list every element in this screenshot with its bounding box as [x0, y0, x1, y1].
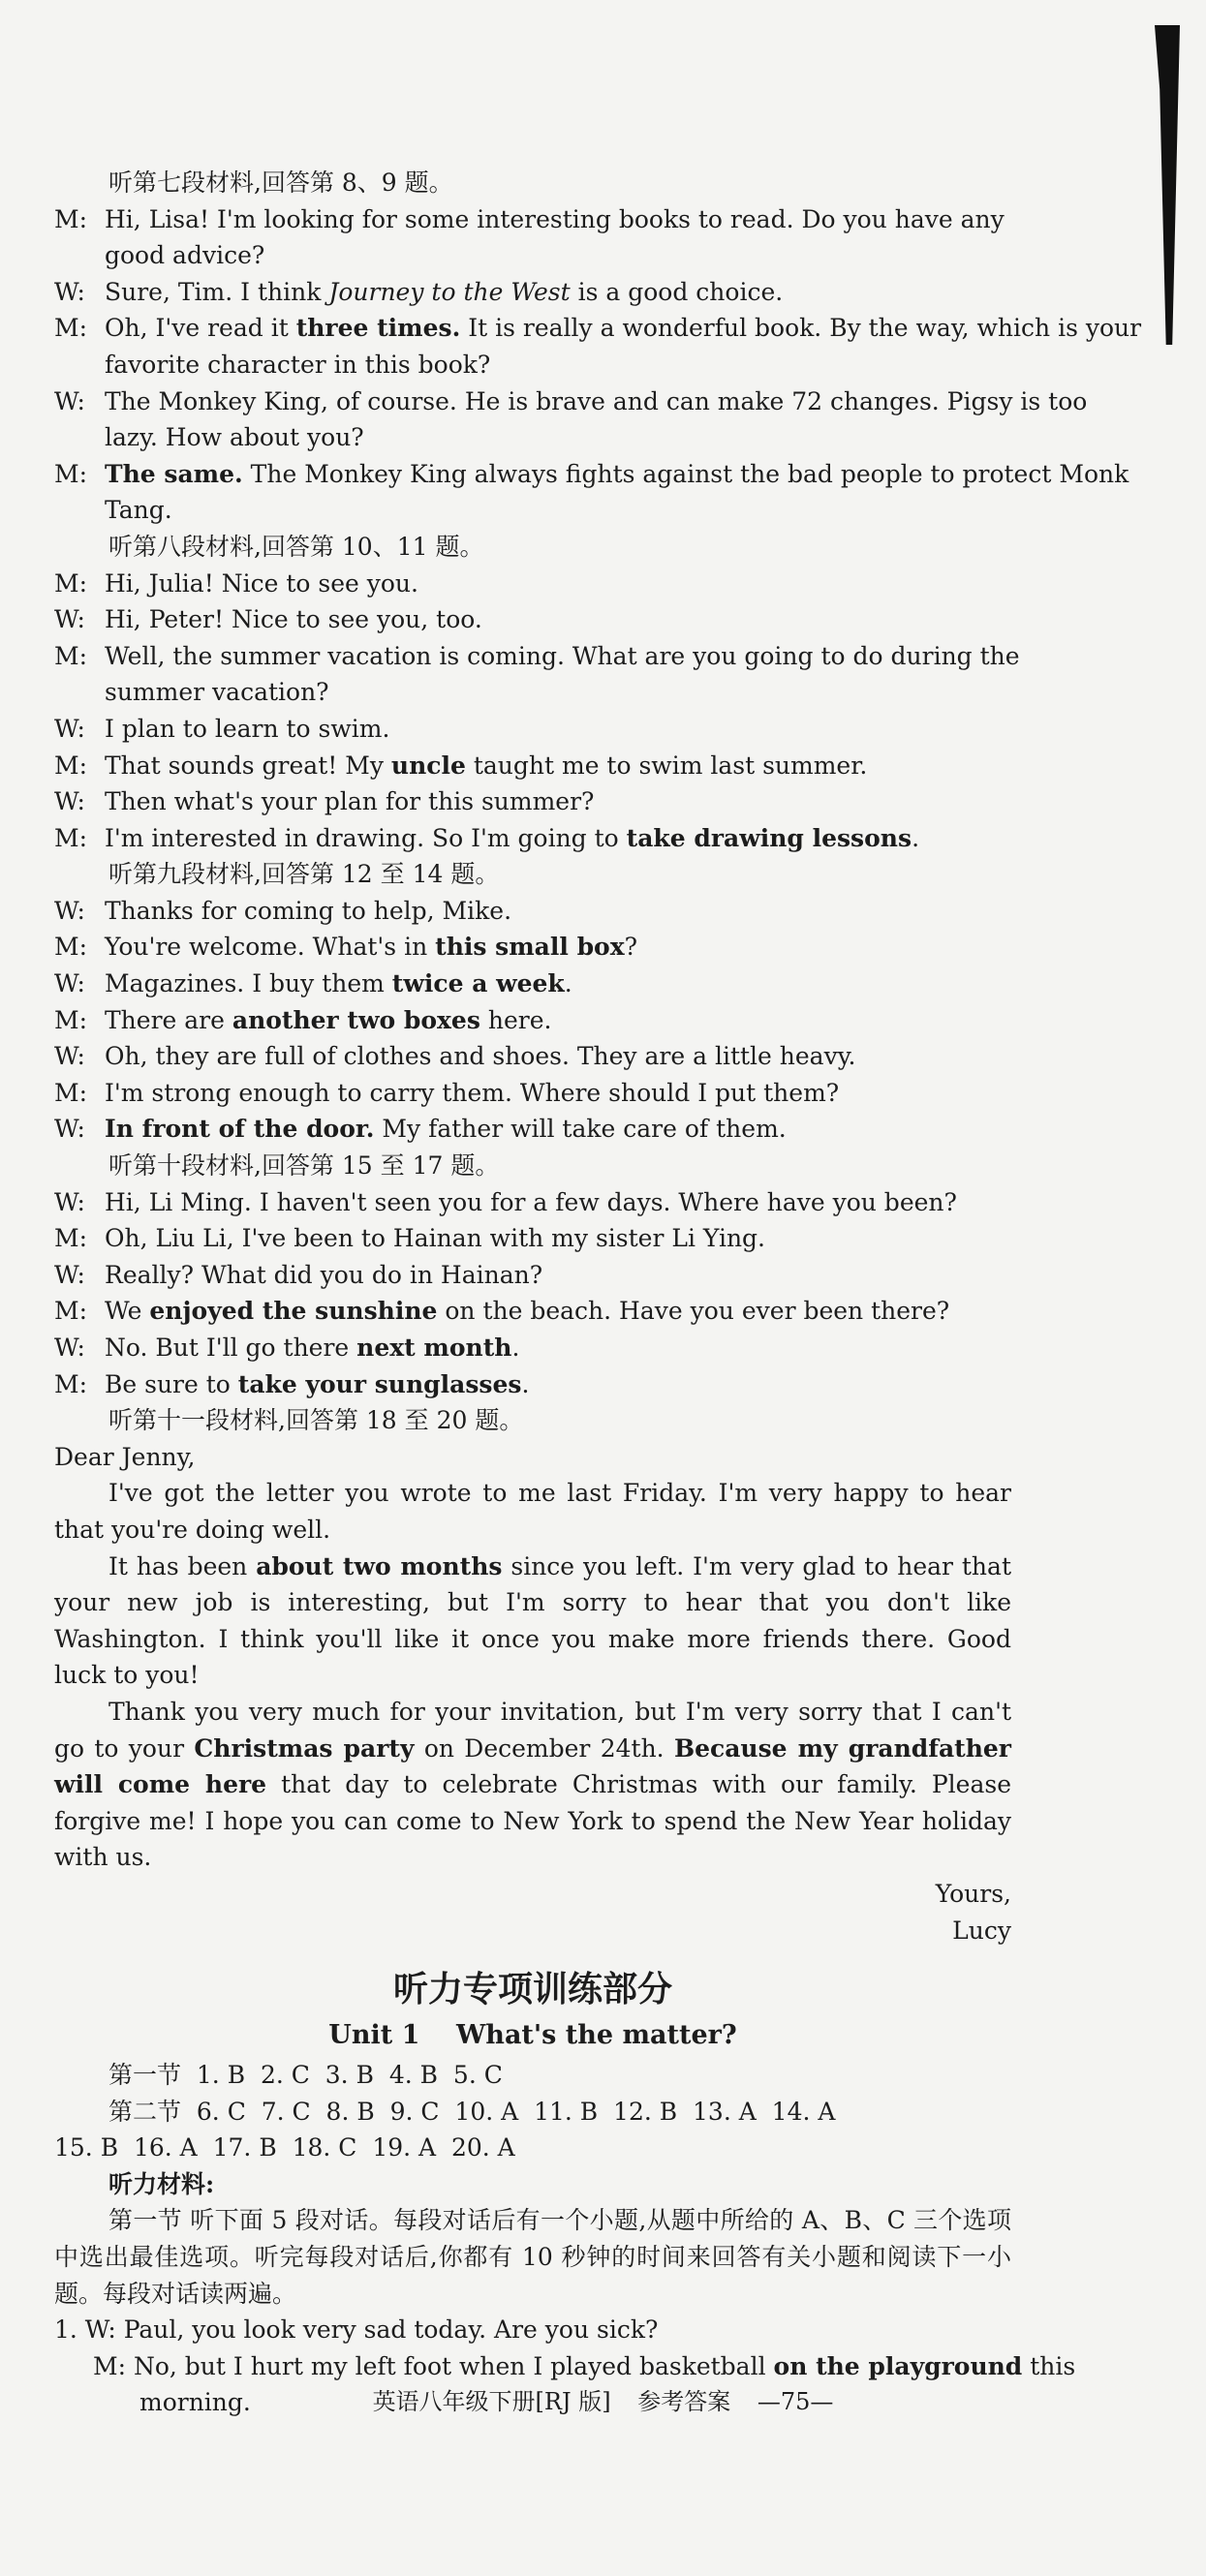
dialogue-line: [54, 1075, 1011, 1112]
section-header: 听第七段材料,回答第 8、9 题。: [108, 169, 453, 197]
dialogue-line: [54, 966, 1011, 1002]
key-phrase: this small box: [435, 933, 625, 962]
line-text: on the beach. Have you ever been there?: [437, 1297, 950, 1326]
speaker: M:: [54, 1369, 88, 1398]
line-text: Tang.: [105, 496, 172, 525]
line-text: Thank you very much for your invitation, but I'm very sorry that I can't go to your: [54, 1697, 1011, 1763]
speaker: W:: [54, 277, 85, 306]
line-text: .: [521, 1369, 530, 1398]
letter-signature: Lucy: [952, 1916, 1011, 1945]
line-text: Be sure to: [105, 1369, 238, 1398]
key-phrase: uncle: [390, 751, 466, 780]
speaker: W:: [54, 969, 85, 998]
speaker: W:: [54, 605, 85, 634]
line-text: since you left. I'm very glad to hear that your new job is interesting, but I'm sorry to hear that you don't like Washington. I think you'll like it once you make more friends there. Good luck to you!: [54, 1551, 1011, 1690]
line-text: Well, the summer vacation is coming. What are you going to do during the: [105, 641, 1020, 670]
section-header: 听第十一段材料,回答第 18 至 20 题。: [108, 1406, 524, 1435]
key-phrase: three times.: [295, 314, 461, 343]
line-text: is a good choice.: [570, 277, 784, 306]
line-text: Sure, Tim. I think: [105, 277, 329, 306]
dialogue-line: [54, 237, 1011, 274]
dialogue-line: [54, 1184, 1011, 1221]
dialogue-line: [54, 893, 1011, 930]
speaker: W:: [54, 714, 85, 743]
line-text: this: [1022, 2351, 1076, 2380]
speaker: W:: [54, 1042, 85, 1071]
line-text: .: [564, 969, 572, 998]
dialogue-line: [54, 274, 1011, 311]
speaker: M:: [54, 314, 88, 343]
line-text: Hi, Peter! Nice to see you, too.: [105, 605, 482, 634]
dialogue-line: morning.: [139, 2388, 251, 2417]
section-title: 听力专项训练部分: [392, 1970, 672, 2010]
section-header: 听第九段材料,回答第 12 至 14 题。: [108, 860, 500, 889]
dialogue-line: [54, 1257, 1011, 1294]
speaker: M:: [54, 823, 88, 852]
line-text: We: [105, 1297, 150, 1326]
line-text: I'm strong enough to carry them. Where should I put them?: [105, 1078, 840, 1107]
speaker: W:: [54, 1187, 85, 1216]
dialogue-line: [54, 1330, 1011, 1366]
page-content: [54, 165, 1142, 2421]
dialogue-line: [54, 419, 1011, 456]
line-text: lazy. How about you?: [105, 423, 364, 452]
answer-line: 15. B 16. A 17. B 18. C 19. A 20. A: [54, 2133, 515, 2162]
instruction-paragraph: 第一节 听下面 5 段对话。每段对话后有一个小题,从题中所给的 A、B、C 三个选项中选出最佳选项。听完每段对话后,你都有 10 秒钟的时间来回答有关小题和阅读下一小题。每段对话读两遍。: [54, 2206, 1011, 2308]
line-text: You're welcome. What's in: [105, 933, 436, 962]
line-text: that day to celebrate Christmas with our family. Please forgive me! I hope you can come to New York to spend the New Year holiday with us.: [54, 1770, 1011, 1872]
speaker: W:: [54, 787, 85, 816]
speaker: M:: [54, 751, 88, 780]
line-text: There are: [105, 1005, 232, 1034]
line-text: My father will take care of them.: [374, 1115, 787, 1144]
key-phrase: enjoyed the sunshine: [149, 1297, 438, 1326]
line-text: The Monkey King always fights against the bad people to protect Monk: [242, 459, 1129, 488]
speaker: M:: [54, 1005, 88, 1034]
page-footer: [0, 2382, 1206, 2416]
line-text: .: [912, 823, 920, 852]
dialogue-line: [54, 929, 1011, 966]
dialogue-line: 1. W: Paul, you look very sad today. Are you sick?: [54, 2315, 659, 2345]
dialogue-line: [54, 1293, 1011, 1330]
dialogue-line: [54, 456, 1129, 493]
dialogue-line: [54, 310, 1142, 347]
dialogue-line: [54, 783, 1011, 820]
dialogue-line: [54, 1002, 1011, 1039]
key-phrase: take your sunglasses: [237, 1369, 522, 1398]
line-text: No. But I'll go there: [105, 1334, 357, 1362]
letter-closing: Yours,: [935, 1879, 1011, 1908]
line-text: Hi, Lisa! I'm looking for some interesting books to read. Do you have any: [105, 204, 1005, 233]
answer-line: 第二节 6. C 7. C 8. B 9. C 10. A 11. B 12. B 13. A 14. A: [108, 2097, 836, 2126]
line-text: Hi, Julia! Nice to see you.: [105, 568, 418, 598]
dialogue-line: [54, 1220, 1011, 1257]
speaker: M:: [54, 1297, 88, 1326]
dialogue-line: [54, 601, 1011, 638]
dialogue-line: [54, 674, 1011, 711]
speaker: W:: [54, 896, 85, 925]
speaker: M:: [54, 1224, 88, 1253]
dialogue-line: [54, 383, 1088, 420]
key-phrase: Because my grandfather will come here: [54, 1733, 1011, 1799]
speaker: W:: [54, 386, 85, 415]
answer-line: 第一节 1. B 2. C 3. B 4. B 5. C: [108, 2061, 503, 2090]
speaker: M:: [54, 204, 88, 233]
page-number: —75—: [757, 2388, 834, 2415]
line-text: here.: [479, 1005, 552, 1034]
dialogue-line: [54, 1111, 1011, 1148]
letter-greeting: Dear Jenny,: [54, 1442, 196, 1471]
key-phrase: another two boxes: [232, 1005, 480, 1034]
section-header: 听第十段材料,回答第 15 至 17 题。: [108, 1151, 500, 1181]
materials-label: [54, 2166, 1011, 2203]
book-title: Journey to the West: [328, 277, 571, 306]
line-text: Oh, Liu Li, I've been to Hainan with my sister Li Ying.: [105, 1224, 765, 1253]
line-text: I plan to learn to swim.: [105, 714, 390, 743]
line-text: summer vacation?: [105, 678, 329, 707]
dialogue-line: [54, 1038, 1011, 1075]
dialogue-line: [54, 201, 1011, 238]
dialogue-line: [54, 2348, 1076, 2385]
speaker: M:: [54, 933, 88, 962]
materials-label-text: 听力材料:: [108, 2169, 215, 2198]
key-phrase: about two months: [256, 1551, 503, 1580]
dialogue-line: [54, 566, 1011, 602]
line-text: That sounds great! My: [105, 751, 391, 780]
key-phrase: next month: [356, 1334, 512, 1362]
line-text: Oh, they are full of clothes and shoes. They are a little heavy.: [105, 1042, 856, 1071]
speaker: W:: [54, 1260, 85, 1289]
line-text: I'm interested in drawing. So I'm going to: [105, 823, 627, 852]
key-phrase: twice a week: [391, 969, 565, 998]
key-phrase: The same.: [105, 459, 243, 488]
speaker: M:: [54, 641, 88, 670]
line-text: Hi, Li Ming. I haven't seen you for a few days. Where have you been?: [105, 1187, 957, 1216]
speaker: M:: [54, 459, 88, 488]
line-text: Thanks for coming to help, Mike.: [105, 896, 512, 925]
dialogue-line: [54, 1366, 1011, 1403]
line-text: It has been: [108, 1551, 257, 1580]
key-phrase: Christmas party: [194, 1733, 415, 1763]
speaker: M:: [54, 1078, 88, 1107]
line-text: The Monkey King, of course. He is brave and can make 72 changes. Pigsy is too: [105, 386, 1088, 415]
unit-title: Unit 1 What's the matter?: [328, 2020, 737, 2051]
line-text: ?: [624, 933, 638, 962]
dialogue-line: [54, 638, 1020, 675]
dialogue-line: [54, 820, 1011, 857]
speaker: W:: [54, 1115, 85, 1144]
letter-paragraph: I've got the letter you wrote to me last Friday. I'm very happy to hear that you're doing well.: [54, 1479, 1011, 1544]
key-phrase: take drawing lessons: [626, 823, 912, 852]
footer-section: 参考答案: [637, 2388, 731, 2415]
line-text: M: No, but I hurt my left foot when I played basketball: [93, 2351, 774, 2380]
line-text: It is really a wonderful book. By the way, which is your: [460, 314, 1142, 343]
dialogue-line: [54, 748, 1011, 784]
dialogue-line: [54, 347, 1011, 383]
footer-book: 英语八年级下册[RJ 版]: [372, 2388, 611, 2415]
speaker: W:: [54, 1334, 85, 1362]
letter-paragraph: [54, 1549, 1011, 1694]
line-text: Really? What did you do in Hainan?: [105, 1260, 543, 1289]
key-phrase: on the playground: [773, 2351, 1023, 2380]
letter-paragraph: [54, 1694, 1011, 1876]
line-text: taught me to swim last summer.: [465, 751, 868, 780]
dialogue-line: [54, 711, 1011, 748]
line-text: .: [511, 1334, 520, 1362]
line-text: on December 24th.: [414, 1733, 674, 1763]
line-text: favorite character in this book?: [105, 350, 491, 379]
key-phrase: In front of the door.: [105, 1115, 375, 1144]
line-text: Magazines. I buy them: [105, 969, 392, 998]
page-edge-shadow: [1155, 25, 1180, 345]
line-text: Oh, I've read it: [105, 314, 296, 343]
speaker: M:: [54, 568, 88, 598]
line-text: good advice?: [105, 241, 265, 270]
line-text: Then what's your plan for this summer?: [105, 787, 595, 816]
section-header: 听第八段材料,回答第 10、11 题。: [108, 532, 484, 561]
dialogue-line: [54, 492, 1011, 529]
